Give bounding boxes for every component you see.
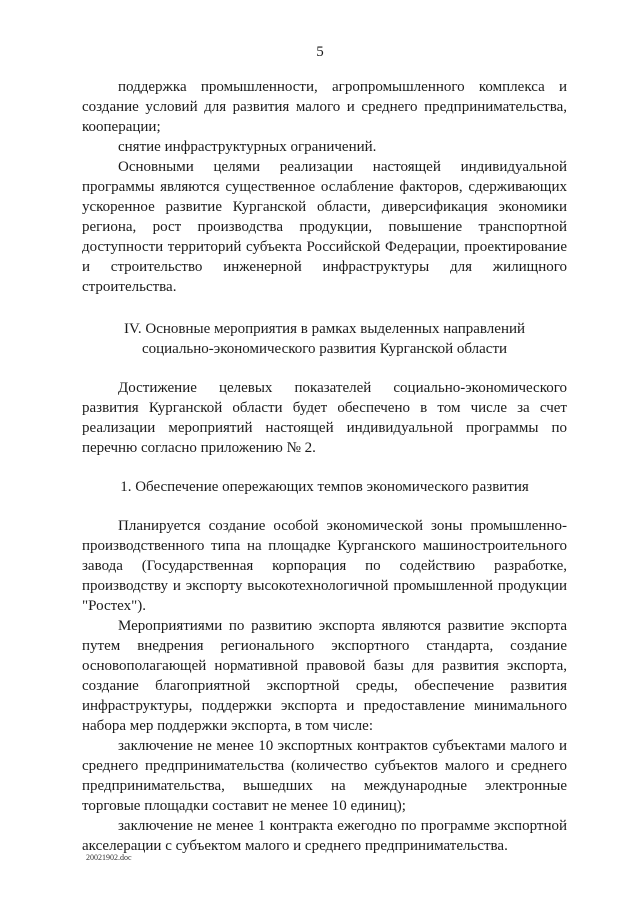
section-heading: [82, 319, 567, 359]
list-item: заключение не менее 10 экспортных контрактов субъектами малого и среднего предпринимательства (количество субъектов малого и среднего предпринимательства, вышедших на международные электронные торговые площадки составит не менее 10 единиц);: [82, 738, 567, 814]
document-body: [82, 77, 567, 856]
paragraph: снятие инфраструктурных ограничений.: [118, 139, 377, 155]
section-heading-line-1: IV. Основные мероприятия в рамках выделенных направлений: [123, 321, 526, 337]
paragraph: Основными целями реализации настоящей индивидуальной программы являются существенное ослабление факторов, сдерживающих ускоренное развитие Курганской области, диверсификация экономики региона, рост производства продукции, повышение транспортной доступности территорий субъекта Российской Федерации, проектирование и строительство инженерной инфраструктуры для жилищного строительства.: [82, 159, 567, 295]
section-heading-line-2: социально-экономического развития Курганской области: [141, 341, 508, 357]
section-intro-paragraph: Достижение целевых показателей социально-экономического развития Курганской области будет обеспечено в том числе за счет реализации мероприятий настоящей индивидуальной программы по перечню согласно приложению № 2.: [82, 380, 567, 456]
subsection-heading: 1. Обеспечение опережающих темпов экономического развития: [120, 479, 529, 495]
footer-filename: 20021902.doc: [86, 853, 132, 862]
paragraph: поддержка промышленности, агропромышленного комплекса и создание условий для развития малого и среднего предпринимательства, кооперации;: [82, 79, 567, 135]
list-item: заключение не менее 1 контракта ежегодно по программе экспортной акселерации с субъектом малого и среднего предпринимательства.: [82, 818, 567, 854]
paragraph: Мероприятиями по развитию экспорта являются развитие экспорта путем внедрения регионального экспортного стандарта, создание основополагающей нормативной правовой базы для развития экспорта, создание благоприятной экспортной среды, обеспечение развития инфраструктуры, поддержки экспорта и предоставление минимального набора мер поддержки экспорта, в том числе:: [82, 618, 567, 734]
paragraph: Планируется создание особой экономической зоны промышленно-производственного типа на площадке Курганского машиностроительного завода (Государственная корпорация по содействию разработке, производству и экспорту высокотехнологичной промышленной продукции "Ростех").: [82, 518, 567, 614]
page-number: 5: [316, 44, 324, 60]
